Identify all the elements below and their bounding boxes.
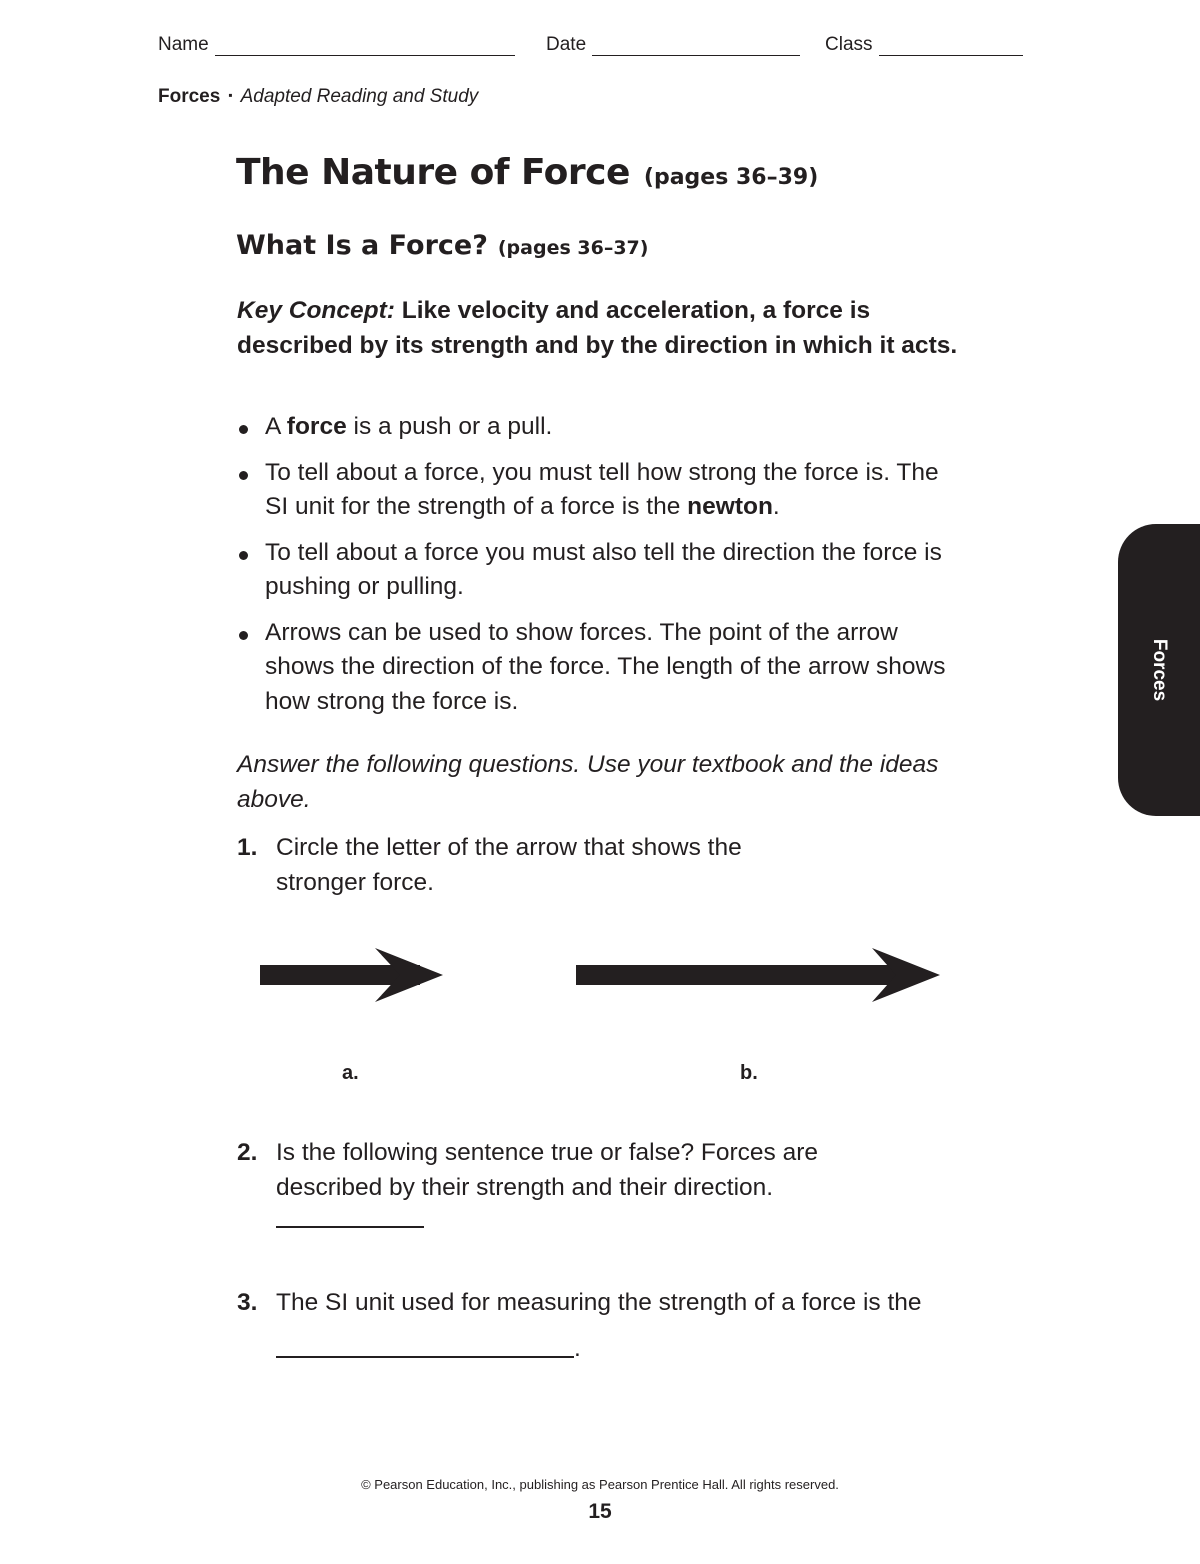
class-label: Class [825,34,873,55]
class-line[interactable] [879,35,1023,56]
section-separator: ▪ [228,88,233,102]
section-label [158,86,478,108]
question-number: 1. [237,834,258,861]
bullet-item: To tell about a force you must also tell the direction the force is pushing or pulling. [237,536,967,605]
copyright-footer: © Pearson Education, Inc., publishing as Pearson Prentice Hall. All rights reserved. [361,1477,839,1492]
arrow-diagram [250,940,950,1010]
name-label: Name [158,34,209,55]
key-concept-text: Like velocity and acceleration, a force is described by its strength and by the direction in which it acts. [237,297,958,359]
subtitle-text: What Is a Force? [236,230,488,261]
bullet-icon [239,631,248,640]
side-tab-label: Forces [1149,638,1170,702]
title-text: The Nature of Force [236,152,630,193]
title-pages: (pages 36–39) [643,165,819,190]
section-heading [236,230,648,261]
question-text: Is the following sentence true or false? Forces are described by their strength and their direction. [276,1139,819,1201]
answer-blank-q3[interactable] [276,1334,574,1358]
question-2 [237,1136,957,1205]
bullet-item: To tell about a force, you must tell how strong the force is. The SI unit for the strength of a force is the newton. [237,456,967,525]
bullet-item: A force is a push or a pull. [237,410,967,445]
arrow-b-icon[interactable] [576,948,940,1002]
name-line[interactable] [215,35,515,56]
bullet-icon [239,551,248,560]
key-concept [237,294,967,363]
name-field[interactable] [158,34,515,56]
section-subject: Forces [158,86,221,107]
answer-blank-q2[interactable] [276,1226,424,1228]
section-type: Adapted Reading and Study [240,86,479,107]
question-text: Circle the letter of the arrow that shows the stronger force. [276,834,742,896]
arrow-a-icon[interactable] [260,948,443,1002]
term-force: force [286,413,347,440]
question-1 [237,831,957,900]
question-number: 2. [237,1139,258,1166]
question-3: 3. The SI unit used for measuring the strength of a force is the . [237,1286,957,1372]
bullet-item: Arrows can be used to show forces. The point of the arrow shows the direction of the force. The length of the arrow shows how strong the force is. [237,616,967,720]
bullet-icon [239,425,248,434]
arrow-b-label[interactable]: b. [740,1062,758,1084]
question-number: 3. [237,1289,258,1316]
date-label: Date [546,34,587,55]
arrow-a-label[interactable]: a. [342,1062,359,1084]
bullet-list [237,410,967,730]
date-field[interactable] [546,34,800,56]
page-title [236,152,818,193]
page-number: 15 [588,1500,612,1523]
key-concept-label: Key Concept: [237,297,395,324]
bullet-icon [239,471,248,480]
term-newton: newton [687,493,773,520]
class-field[interactable] [825,34,1023,56]
date-line[interactable] [592,35,800,56]
instructions: Answer the following questions. Use your textbook and the ideas above. [237,751,939,813]
subtitle-pages: (pages 36–37) [497,237,649,259]
question-text: The SI unit used for measuring the strength of a force is the [276,1289,922,1316]
